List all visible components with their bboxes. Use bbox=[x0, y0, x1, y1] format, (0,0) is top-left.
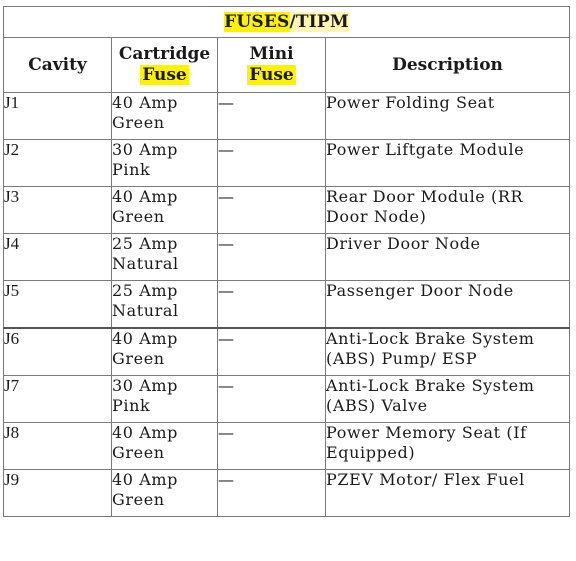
cavity-cell: J4 bbox=[4, 234, 112, 281]
cartridge-color: Green bbox=[112, 443, 165, 462]
description-cell bbox=[326, 470, 570, 517]
description-line1: Anti-Lock Brake System bbox=[326, 376, 535, 395]
description-line1: Power Folding Seat bbox=[326, 93, 495, 112]
description-line2: (ABS) Pump/ ESP bbox=[326, 349, 478, 368]
cartridge-color: Natural bbox=[112, 254, 179, 273]
table-row bbox=[4, 281, 570, 329]
cartridge-cell bbox=[112, 376, 218, 423]
table-row bbox=[4, 140, 570, 187]
cartridge-color: Natural bbox=[112, 301, 179, 320]
table-row bbox=[4, 187, 570, 234]
description-line1: Passenger Door Node bbox=[326, 281, 514, 300]
description-line1: Power Liftgate Module bbox=[326, 140, 525, 159]
cavity-cell: J6 bbox=[4, 328, 112, 376]
table-row bbox=[4, 93, 570, 140]
mini-fuse-cell: — bbox=[218, 234, 326, 281]
description-line1: Power Memory Seat (If bbox=[326, 423, 527, 442]
cavity-cell: J2 bbox=[4, 140, 112, 187]
cartridge-amp: 30 Amp bbox=[112, 140, 179, 159]
description-line2: (ABS) Valve bbox=[326, 396, 428, 415]
description-line1: Rear Door Module (RR bbox=[326, 187, 524, 206]
mini-fuse-cell: — bbox=[218, 470, 326, 517]
header-cartridge-fuse bbox=[112, 38, 218, 93]
table-row bbox=[4, 470, 570, 517]
cartridge-color: Pink bbox=[112, 160, 151, 179]
description-cell bbox=[326, 376, 570, 423]
cartridge-cell bbox=[112, 423, 218, 470]
table-row bbox=[4, 376, 570, 423]
fuse-table-page bbox=[3, 6, 569, 517]
description-cell bbox=[326, 423, 570, 470]
description-cell bbox=[326, 328, 570, 376]
table-row bbox=[4, 234, 570, 281]
description-line1: Driver Door Node bbox=[326, 234, 481, 253]
cavity-cell: J1 bbox=[4, 93, 112, 140]
mini-fuse-cell: — bbox=[218, 423, 326, 470]
description-cell bbox=[326, 187, 570, 234]
description-cell bbox=[326, 93, 570, 140]
cartridge-cell bbox=[112, 328, 218, 376]
mini-fuse-cell: — bbox=[218, 376, 326, 423]
cartridge-amp: 40 Amp bbox=[112, 93, 179, 112]
cavity-cell: J8 bbox=[4, 423, 112, 470]
cavity-cell: J3 bbox=[4, 187, 112, 234]
header-cartridge-line2: Fuse bbox=[142, 65, 187, 85]
cartridge-cell bbox=[112, 187, 218, 234]
cavity-cell: J7 bbox=[4, 376, 112, 423]
header-description bbox=[326, 38, 570, 93]
mini-fuse-cell: — bbox=[218, 93, 326, 140]
description-cell bbox=[326, 140, 570, 187]
header-cartridge-line1: Cartridge bbox=[118, 44, 211, 64]
cartridge-cell bbox=[112, 281, 218, 329]
cartridge-color: Green bbox=[112, 349, 165, 368]
header-mini-line2: Fuse bbox=[249, 65, 294, 85]
table-title bbox=[4, 7, 570, 38]
cartridge-color: Green bbox=[112, 490, 165, 509]
header-mini-fuse bbox=[218, 38, 326, 93]
description-cell bbox=[326, 234, 570, 281]
header-cavity-label: Cavity bbox=[28, 54, 87, 75]
cartridge-amp: 40 Amp bbox=[112, 470, 179, 489]
description-line1: PZEV Motor/ Flex Fuel bbox=[326, 470, 525, 489]
header-description-label: Description bbox=[392, 54, 503, 75]
title-rest: /TIPM bbox=[289, 12, 349, 32]
description-line1: Anti-Lock Brake System bbox=[326, 329, 535, 348]
cartridge-amp: 25 Amp bbox=[112, 234, 179, 253]
mini-fuse-cell: — bbox=[218, 140, 326, 187]
cavity-cell: J5 bbox=[4, 281, 112, 329]
cartridge-color: Green bbox=[112, 207, 165, 226]
cartridge-amp: 30 Amp bbox=[112, 376, 179, 395]
cartridge-color: Green bbox=[112, 113, 165, 132]
cartridge-amp: 25 Amp bbox=[112, 281, 179, 300]
mini-fuse-cell: — bbox=[218, 281, 326, 329]
cartridge-amp: 40 Amp bbox=[112, 329, 179, 348]
cartridge-cell bbox=[112, 234, 218, 281]
cartridge-amp: 40 Amp bbox=[112, 423, 179, 442]
cartridge-cell bbox=[112, 470, 218, 517]
mini-fuse-cell: — bbox=[218, 187, 326, 234]
cartridge-cell bbox=[112, 140, 218, 187]
table-row bbox=[4, 423, 570, 470]
fuses-tipm-table bbox=[3, 6, 570, 517]
title-highlighted: FUSES bbox=[224, 12, 290, 32]
cavity-cell: J9 bbox=[4, 470, 112, 517]
mini-fuse-cell: — bbox=[218, 328, 326, 376]
cartridge-color: Pink bbox=[112, 396, 151, 415]
header-cavity bbox=[4, 38, 112, 93]
cartridge-amp: 40 Amp bbox=[112, 187, 179, 206]
description-line2: Door Node) bbox=[326, 207, 427, 226]
table-row bbox=[4, 328, 570, 376]
description-cell bbox=[326, 281, 570, 329]
header-mini-line1: Mini bbox=[249, 44, 294, 64]
cartridge-cell bbox=[112, 93, 218, 140]
description-line2: Equipped) bbox=[326, 443, 416, 462]
